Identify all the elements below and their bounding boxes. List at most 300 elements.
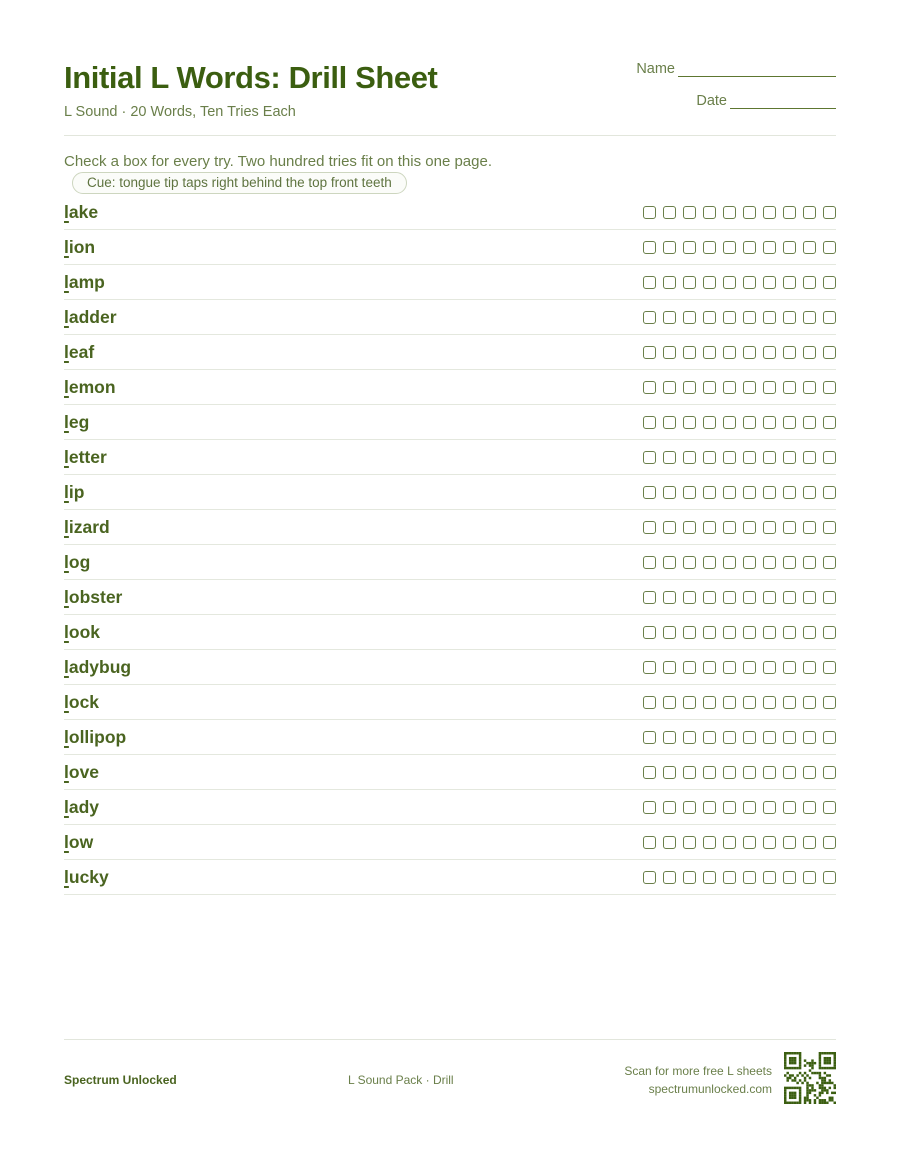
try-checkboxes bbox=[643, 346, 836, 359]
try-checkbox[interactable] bbox=[663, 206, 676, 219]
try-checkbox[interactable] bbox=[703, 626, 716, 639]
try-checkbox[interactable] bbox=[723, 346, 736, 359]
try-checkbox[interactable] bbox=[683, 416, 696, 429]
try-checkbox[interactable] bbox=[703, 661, 716, 674]
try-checkbox[interactable] bbox=[763, 661, 776, 674]
try-checkbox[interactable] bbox=[643, 801, 656, 814]
try-checkbox[interactable] bbox=[783, 311, 796, 324]
try-checkbox[interactable] bbox=[823, 486, 836, 499]
word-rest: adybug bbox=[68, 656, 132, 677]
try-checkbox[interactable] bbox=[643, 486, 656, 499]
word-rest: ion bbox=[68, 236, 96, 257]
try-checkbox[interactable] bbox=[763, 731, 776, 744]
try-checkbox[interactable] bbox=[763, 381, 776, 394]
cue-badge: Cue: tongue tip taps right behind the top front teeth bbox=[72, 172, 407, 194]
word-row bbox=[64, 545, 836, 580]
try-checkbox[interactable] bbox=[803, 241, 816, 254]
footer-scan-info bbox=[624, 1062, 772, 1098]
try-checkbox[interactable] bbox=[743, 311, 756, 324]
try-checkbox[interactable] bbox=[643, 416, 656, 429]
try-checkbox[interactable] bbox=[803, 661, 816, 674]
try-checkbox[interactable] bbox=[783, 276, 796, 289]
try-checkbox[interactable] bbox=[743, 381, 756, 394]
word-rest: eg bbox=[68, 411, 90, 432]
try-checkbox[interactable] bbox=[683, 241, 696, 254]
try-checkbox[interactable] bbox=[743, 206, 756, 219]
try-checkbox[interactable] bbox=[783, 416, 796, 429]
try-checkbox[interactable] bbox=[763, 311, 776, 324]
try-checkboxes bbox=[643, 556, 836, 569]
try-checkboxes bbox=[643, 731, 836, 744]
try-checkbox[interactable] bbox=[743, 696, 756, 709]
word-row bbox=[64, 860, 836, 895]
try-checkboxes bbox=[643, 521, 836, 534]
try-checkbox[interactable] bbox=[743, 346, 756, 359]
try-checkbox[interactable] bbox=[703, 591, 716, 604]
try-checkbox[interactable] bbox=[663, 521, 676, 534]
try-checkbox[interactable] bbox=[663, 381, 676, 394]
try-checkbox[interactable] bbox=[683, 381, 696, 394]
try-checkbox[interactable] bbox=[763, 836, 776, 849]
try-checkbox[interactable] bbox=[703, 801, 716, 814]
try-checkbox[interactable] bbox=[763, 521, 776, 534]
try-checkbox[interactable] bbox=[703, 451, 716, 464]
try-checkbox[interactable] bbox=[803, 206, 816, 219]
try-checkbox[interactable] bbox=[803, 276, 816, 289]
try-checkbox[interactable] bbox=[743, 486, 756, 499]
try-checkboxes bbox=[643, 871, 836, 884]
name-line[interactable] bbox=[678, 63, 836, 77]
name-label: Name bbox=[636, 61, 675, 77]
try-checkbox[interactable] bbox=[683, 836, 696, 849]
try-checkbox[interactable] bbox=[823, 381, 836, 394]
word-initial: l bbox=[64, 236, 69, 257]
try-checkbox[interactable] bbox=[723, 731, 736, 744]
word-rest: ake bbox=[68, 201, 99, 222]
try-checkbox[interactable] bbox=[823, 241, 836, 254]
try-checkbox[interactable] bbox=[783, 871, 796, 884]
try-checkbox[interactable] bbox=[763, 871, 776, 884]
word-rest: ip bbox=[68, 481, 85, 502]
try-checkbox[interactable] bbox=[763, 206, 776, 219]
try-checkbox[interactable] bbox=[703, 486, 716, 499]
word-rest: ollipop bbox=[68, 726, 127, 747]
try-checkbox[interactable] bbox=[643, 836, 656, 849]
try-checkboxes bbox=[643, 801, 836, 814]
try-checkbox[interactable] bbox=[683, 451, 696, 464]
try-checkbox[interactable] bbox=[663, 731, 676, 744]
word-label bbox=[64, 622, 100, 643]
try-checkbox[interactable] bbox=[763, 346, 776, 359]
try-checkboxes bbox=[643, 451, 836, 464]
try-checkbox[interactable] bbox=[723, 626, 736, 639]
try-checkbox[interactable] bbox=[803, 696, 816, 709]
try-checkboxes bbox=[643, 206, 836, 219]
word-initial: l bbox=[64, 411, 69, 432]
try-checkboxes bbox=[643, 591, 836, 604]
try-checkbox[interactable] bbox=[803, 451, 816, 464]
try-checkbox[interactable] bbox=[723, 871, 736, 884]
try-checkbox[interactable] bbox=[803, 731, 816, 744]
try-checkbox[interactable] bbox=[663, 556, 676, 569]
word-initial: l bbox=[64, 376, 69, 397]
try-checkbox[interactable] bbox=[823, 591, 836, 604]
try-checkbox[interactable] bbox=[803, 521, 816, 534]
try-checkbox[interactable] bbox=[763, 451, 776, 464]
try-checkbox[interactable] bbox=[803, 836, 816, 849]
try-checkbox[interactable] bbox=[783, 836, 796, 849]
try-checkbox[interactable] bbox=[783, 766, 796, 779]
try-checkbox[interactable] bbox=[823, 276, 836, 289]
try-checkbox[interactable] bbox=[703, 731, 716, 744]
try-checkbox[interactable] bbox=[803, 346, 816, 359]
try-checkbox[interactable] bbox=[663, 346, 676, 359]
try-checkbox[interactable] bbox=[763, 766, 776, 779]
try-checkbox[interactable] bbox=[643, 311, 656, 324]
word-row bbox=[64, 370, 836, 405]
word-rest: ow bbox=[68, 831, 94, 852]
word-rest: amp bbox=[68, 271, 105, 292]
try-checkbox[interactable] bbox=[763, 241, 776, 254]
try-checkbox[interactable] bbox=[723, 696, 736, 709]
try-checkbox[interactable] bbox=[703, 766, 716, 779]
try-checkbox[interactable] bbox=[683, 521, 696, 534]
try-checkbox[interactable] bbox=[803, 311, 816, 324]
word-list bbox=[64, 195, 836, 895]
try-checkboxes bbox=[643, 486, 836, 499]
try-checkbox[interactable] bbox=[643, 556, 656, 569]
try-checkbox[interactable] bbox=[723, 311, 736, 324]
try-checkbox[interactable] bbox=[783, 731, 796, 744]
try-checkbox[interactable] bbox=[783, 346, 796, 359]
try-checkbox[interactable] bbox=[643, 626, 656, 639]
word-rest: ock bbox=[68, 691, 100, 712]
try-checkbox[interactable] bbox=[743, 871, 756, 884]
try-checkbox[interactable] bbox=[823, 416, 836, 429]
try-checkbox[interactable] bbox=[783, 381, 796, 394]
try-checkbox[interactable] bbox=[643, 661, 656, 674]
word-initial: l bbox=[64, 691, 69, 712]
instructions bbox=[64, 152, 504, 194]
try-checkbox[interactable] bbox=[663, 591, 676, 604]
try-checkboxes bbox=[643, 766, 836, 779]
try-checkbox[interactable] bbox=[783, 696, 796, 709]
try-checkbox[interactable] bbox=[683, 731, 696, 744]
word-label bbox=[64, 202, 98, 223]
try-checkbox[interactable] bbox=[723, 206, 736, 219]
try-checkbox[interactable] bbox=[743, 416, 756, 429]
try-checkbox[interactable] bbox=[743, 556, 756, 569]
qr-code-icon[interactable] bbox=[784, 1052, 836, 1104]
word-label bbox=[64, 517, 110, 538]
try-checkbox[interactable] bbox=[663, 311, 676, 324]
try-checkboxes bbox=[643, 311, 836, 324]
word-row bbox=[64, 790, 836, 825]
word-label bbox=[64, 307, 117, 328]
try-checkbox[interactable] bbox=[723, 556, 736, 569]
try-checkbox[interactable] bbox=[783, 591, 796, 604]
word-label bbox=[64, 552, 90, 573]
word-initial: l bbox=[64, 831, 69, 852]
try-checkbox[interactable] bbox=[683, 871, 696, 884]
try-checkbox[interactable] bbox=[803, 626, 816, 639]
word-row bbox=[64, 825, 836, 860]
try-checkbox[interactable] bbox=[703, 311, 716, 324]
try-checkbox[interactable] bbox=[763, 626, 776, 639]
word-label bbox=[64, 237, 95, 258]
try-checkbox[interactable] bbox=[723, 521, 736, 534]
try-checkbox[interactable] bbox=[823, 206, 836, 219]
try-checkbox[interactable] bbox=[703, 346, 716, 359]
try-checkbox[interactable] bbox=[783, 206, 796, 219]
try-checkbox[interactable] bbox=[723, 241, 736, 254]
try-checkbox[interactable] bbox=[763, 591, 776, 604]
try-checkbox[interactable] bbox=[823, 521, 836, 534]
try-checkbox[interactable] bbox=[703, 696, 716, 709]
try-checkbox[interactable] bbox=[643, 696, 656, 709]
try-checkboxes bbox=[643, 626, 836, 639]
try-checkbox[interactable] bbox=[703, 871, 716, 884]
try-checkbox[interactable] bbox=[743, 766, 756, 779]
try-checkbox[interactable] bbox=[703, 381, 716, 394]
try-checkbox[interactable] bbox=[703, 276, 716, 289]
try-checkbox[interactable] bbox=[823, 731, 836, 744]
try-checkbox[interactable] bbox=[683, 311, 696, 324]
word-rest: ove bbox=[68, 761, 100, 782]
date-field[interactable] bbox=[696, 93, 836, 109]
try-checkbox[interactable] bbox=[763, 696, 776, 709]
header-divider bbox=[64, 135, 836, 136]
word-rest: eaf bbox=[68, 341, 95, 362]
word-label bbox=[64, 342, 94, 363]
try-checkbox[interactable] bbox=[803, 591, 816, 604]
word-initial: l bbox=[64, 726, 69, 747]
try-checkbox[interactable] bbox=[663, 801, 676, 814]
try-checkbox[interactable] bbox=[703, 206, 716, 219]
try-checkbox[interactable] bbox=[803, 801, 816, 814]
word-row bbox=[64, 475, 836, 510]
try-checkbox[interactable] bbox=[723, 276, 736, 289]
try-checkbox[interactable] bbox=[643, 451, 656, 464]
try-checkbox[interactable] bbox=[743, 241, 756, 254]
word-initial: l bbox=[64, 761, 69, 782]
try-checkbox[interactable] bbox=[763, 416, 776, 429]
date-line[interactable] bbox=[730, 95, 836, 109]
word-initial: l bbox=[64, 551, 69, 572]
try-checkbox[interactable] bbox=[723, 591, 736, 604]
try-checkbox[interactable] bbox=[703, 521, 716, 534]
word-label bbox=[64, 272, 105, 293]
try-checkbox[interactable] bbox=[743, 626, 756, 639]
word-label bbox=[64, 762, 99, 783]
try-checkbox[interactable] bbox=[803, 381, 816, 394]
try-checkbox[interactable] bbox=[743, 451, 756, 464]
word-label bbox=[64, 727, 126, 748]
word-label bbox=[64, 692, 99, 713]
try-checkbox[interactable] bbox=[643, 521, 656, 534]
try-checkbox[interactable] bbox=[663, 416, 676, 429]
word-label bbox=[64, 482, 84, 503]
try-checkbox[interactable] bbox=[663, 241, 676, 254]
try-checkbox[interactable] bbox=[803, 416, 816, 429]
try-checkbox[interactable] bbox=[823, 766, 836, 779]
try-checkbox[interactable] bbox=[823, 661, 836, 674]
try-checkbox[interactable] bbox=[703, 836, 716, 849]
word-row bbox=[64, 440, 836, 475]
word-label bbox=[64, 377, 116, 398]
page-subtitle: L Sound · 20 Words, Ten Tries Each bbox=[64, 104, 296, 120]
try-checkbox[interactable] bbox=[723, 836, 736, 849]
try-checkbox[interactable] bbox=[823, 871, 836, 884]
footer-pack-label: L Sound Pack · Drill bbox=[348, 1073, 454, 1087]
try-checkbox[interactable] bbox=[823, 696, 836, 709]
try-checkbox[interactable] bbox=[743, 801, 756, 814]
try-checkbox[interactable] bbox=[823, 311, 836, 324]
try-checkbox[interactable] bbox=[663, 766, 676, 779]
try-checkbox[interactable] bbox=[643, 346, 656, 359]
word-initial: l bbox=[64, 271, 69, 292]
word-rest: og bbox=[68, 551, 91, 572]
word-label bbox=[64, 797, 99, 818]
word-rest: ady bbox=[68, 796, 100, 817]
try-checkbox[interactable] bbox=[723, 416, 736, 429]
word-rest: ook bbox=[68, 621, 100, 642]
try-checkbox[interactable] bbox=[723, 766, 736, 779]
try-checkbox[interactable] bbox=[643, 241, 656, 254]
try-checkbox[interactable] bbox=[663, 661, 676, 674]
word-initial: l bbox=[64, 656, 69, 677]
word-initial: l bbox=[64, 621, 69, 642]
try-checkboxes bbox=[643, 241, 836, 254]
try-checkbox[interactable] bbox=[663, 871, 676, 884]
try-checkboxes bbox=[643, 661, 836, 674]
try-checkbox[interactable] bbox=[643, 731, 656, 744]
try-checkbox[interactable] bbox=[723, 801, 736, 814]
try-checkbox[interactable] bbox=[823, 346, 836, 359]
word-row bbox=[64, 580, 836, 615]
try-checkbox[interactable] bbox=[643, 276, 656, 289]
try-checkbox[interactable] bbox=[823, 556, 836, 569]
word-label bbox=[64, 867, 109, 888]
word-label bbox=[64, 587, 122, 608]
try-checkbox[interactable] bbox=[783, 451, 796, 464]
word-row bbox=[64, 615, 836, 650]
try-checkbox[interactable] bbox=[643, 206, 656, 219]
try-checkbox[interactable] bbox=[743, 836, 756, 849]
word-row bbox=[64, 265, 836, 300]
try-checkbox[interactable] bbox=[683, 661, 696, 674]
try-checkbox[interactable] bbox=[743, 276, 756, 289]
try-checkbox[interactable] bbox=[823, 626, 836, 639]
try-checkbox[interactable] bbox=[823, 801, 836, 814]
try-checkbox[interactable] bbox=[683, 486, 696, 499]
try-checkbox[interactable] bbox=[703, 416, 716, 429]
word-row bbox=[64, 405, 836, 440]
try-checkbox[interactable] bbox=[823, 836, 836, 849]
word-label bbox=[64, 447, 107, 468]
try-checkbox[interactable] bbox=[783, 521, 796, 534]
try-checkbox[interactable] bbox=[703, 556, 716, 569]
try-checkbox[interactable] bbox=[783, 626, 796, 639]
try-checkbox[interactable] bbox=[783, 801, 796, 814]
word-initial: l bbox=[64, 516, 69, 537]
footer-url[interactable]: spectrumunlocked.com bbox=[648, 1082, 772, 1096]
try-checkbox[interactable] bbox=[683, 626, 696, 639]
try-checkbox[interactable] bbox=[763, 486, 776, 499]
try-checkbox[interactable] bbox=[683, 801, 696, 814]
try-checkbox[interactable] bbox=[783, 556, 796, 569]
word-row bbox=[64, 300, 836, 335]
word-rest: etter bbox=[68, 446, 107, 467]
try-checkbox[interactable] bbox=[803, 556, 816, 569]
try-checkbox[interactable] bbox=[723, 381, 736, 394]
word-label bbox=[64, 657, 131, 678]
try-checkbox[interactable] bbox=[763, 556, 776, 569]
try-checkbox[interactable] bbox=[683, 276, 696, 289]
try-checkbox[interactable] bbox=[723, 661, 736, 674]
try-checkbox[interactable] bbox=[803, 871, 816, 884]
date-label: Date bbox=[696, 93, 727, 109]
try-checkbox[interactable] bbox=[643, 871, 656, 884]
try-checkbox[interactable] bbox=[743, 591, 756, 604]
try-checkbox[interactable] bbox=[703, 241, 716, 254]
try-checkbox[interactable] bbox=[683, 556, 696, 569]
try-checkbox[interactable] bbox=[803, 486, 816, 499]
try-checkbox[interactable] bbox=[743, 661, 756, 674]
try-checkbox[interactable] bbox=[783, 241, 796, 254]
word-rest: emon bbox=[68, 376, 116, 397]
try-checkbox[interactable] bbox=[743, 731, 756, 744]
try-checkbox[interactable] bbox=[823, 451, 836, 464]
try-checkbox[interactable] bbox=[763, 801, 776, 814]
word-rest: izard bbox=[68, 516, 110, 537]
try-checkbox[interactable] bbox=[723, 451, 736, 464]
try-checkbox[interactable] bbox=[663, 276, 676, 289]
try-checkbox[interactable] bbox=[783, 661, 796, 674]
try-checkbox[interactable] bbox=[663, 626, 676, 639]
page-title: Initial L Words: Drill Sheet bbox=[64, 60, 438, 95]
try-checkbox[interactable] bbox=[683, 696, 696, 709]
word-rest: adder bbox=[68, 306, 117, 327]
word-rest: obster bbox=[68, 586, 123, 607]
try-checkbox[interactable] bbox=[643, 591, 656, 604]
try-checkbox[interactable] bbox=[803, 766, 816, 779]
name-field[interactable] bbox=[636, 61, 836, 77]
try-checkbox[interactable] bbox=[663, 486, 676, 499]
footer-divider bbox=[64, 1039, 836, 1040]
try-checkbox[interactable] bbox=[663, 451, 676, 464]
try-checkbox[interactable] bbox=[683, 591, 696, 604]
word-initial: l bbox=[64, 866, 69, 887]
try-checkbox[interactable] bbox=[643, 381, 656, 394]
try-checkbox[interactable] bbox=[743, 521, 756, 534]
word-initial: l bbox=[64, 446, 69, 467]
try-checkboxes bbox=[643, 836, 836, 849]
try-checkbox[interactable] bbox=[663, 836, 676, 849]
try-checkbox[interactable] bbox=[643, 766, 656, 779]
try-checkbox[interactable] bbox=[683, 206, 696, 219]
scan-text: Scan for more free L sheets bbox=[624, 1064, 772, 1078]
try-checkbox[interactable] bbox=[683, 766, 696, 779]
try-checkbox[interactable] bbox=[763, 276, 776, 289]
word-row bbox=[64, 650, 836, 685]
try-checkbox[interactable] bbox=[723, 486, 736, 499]
try-checkboxes bbox=[643, 381, 836, 394]
try-checkbox[interactable] bbox=[683, 346, 696, 359]
try-checkbox[interactable] bbox=[783, 486, 796, 499]
try-checkbox[interactable] bbox=[663, 696, 676, 709]
word-initial: l bbox=[64, 341, 69, 362]
